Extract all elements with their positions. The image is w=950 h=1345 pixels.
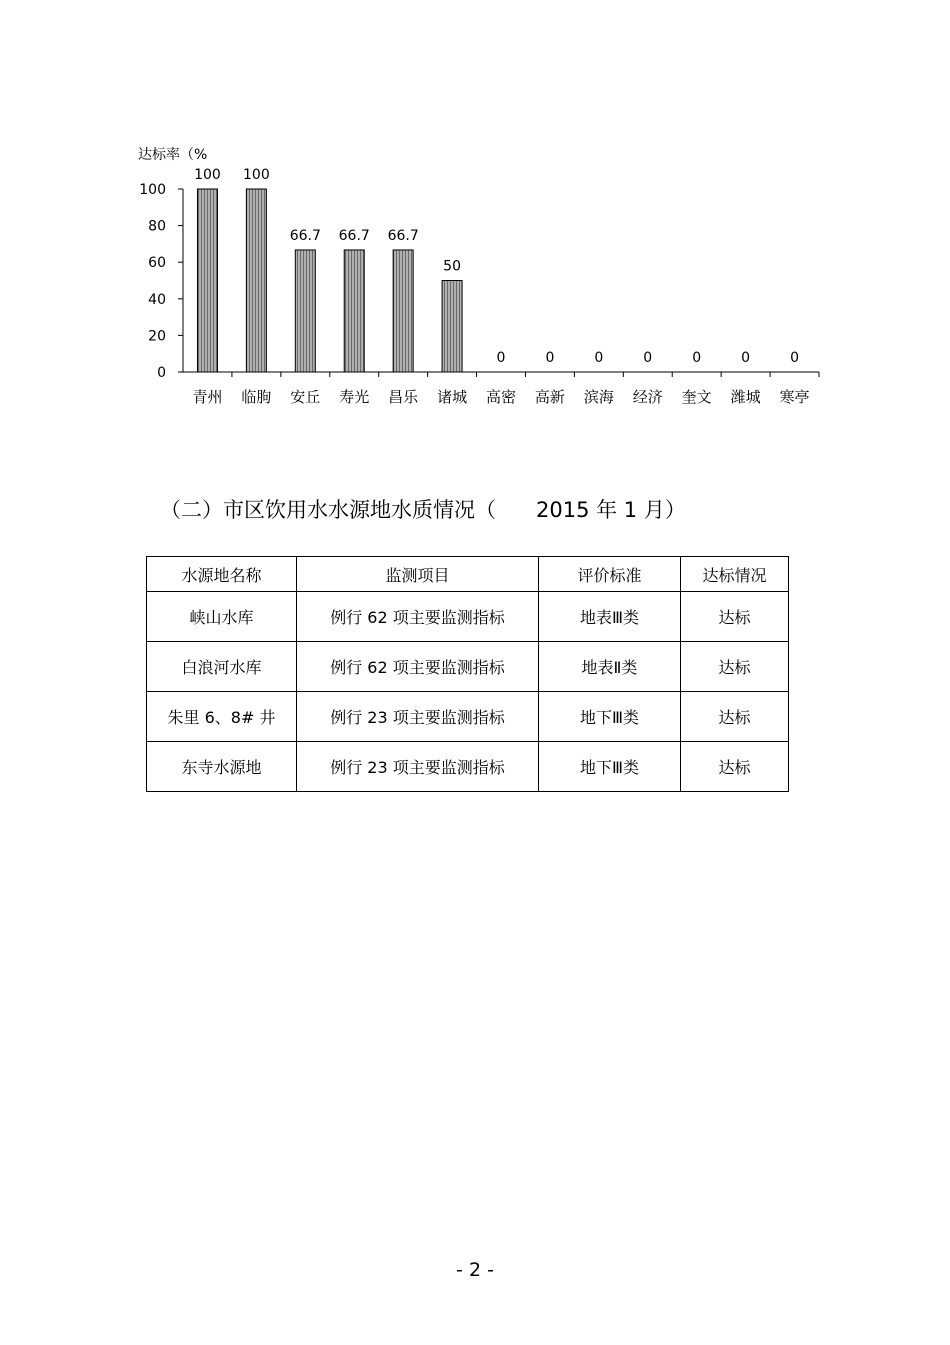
- table-row: [147, 692, 789, 742]
- table-cell: 地表Ⅱ类: [539, 642, 681, 692]
- data-label: 0: [790, 350, 799, 366]
- table-cell: 例行 62 项主要监测指标: [297, 642, 539, 692]
- table-cell: 达标: [681, 642, 789, 692]
- table-cell: 例行 23 项主要监测指标: [297, 692, 539, 742]
- y-tick-label: 20: [148, 328, 166, 345]
- data-label: 0: [692, 350, 702, 366]
- table-cell: 东寺水源地: [147, 742, 297, 792]
- table-cell: 地下Ⅲ类: [539, 692, 681, 742]
- category-label: 昌乐: [388, 388, 419, 406]
- category-label: 青州: [192, 388, 223, 406]
- table-row: [147, 592, 789, 642]
- data-label: 0: [741, 350, 751, 366]
- category-label: 寒亭: [779, 388, 810, 406]
- table-header-row: [147, 557, 789, 592]
- header-cell: 水源地名称: [147, 557, 297, 592]
- section-title: [160, 494, 686, 524]
- data-labels: [194, 167, 799, 366]
- y-axis-label: 达标率（%: [138, 147, 208, 163]
- table-cell: 地下Ⅲ类: [539, 742, 681, 792]
- table-cell: 峡山水库: [147, 592, 297, 642]
- table-row: [147, 642, 789, 692]
- data-label: 0: [545, 350, 555, 366]
- table-row: [147, 742, 789, 792]
- table-cell: 达标: [681, 742, 789, 792]
- section-title-suffix: 2015 年 1 月）: [536, 498, 686, 522]
- table-cell: 地表Ⅲ类: [539, 592, 681, 642]
- section-title-prefix: （二）市区饮用水水源地水质情况（: [160, 498, 496, 522]
- bar: [295, 250, 315, 372]
- category-labels: [192, 388, 809, 406]
- data-label: 50: [443, 258, 461, 275]
- category-label: 临朐: [241, 388, 272, 406]
- y-axis: [139, 182, 183, 381]
- header-cell: 评价标准: [539, 557, 681, 592]
- compliance-rate-bar-chart: [0, 0, 950, 430]
- table-cell: 朱里 6、8# 井: [147, 692, 297, 742]
- y-tick-label: 40: [148, 291, 166, 308]
- category-label: 诸城: [437, 388, 468, 406]
- data-label: 66.7: [289, 227, 321, 244]
- data-label: 0: [496, 350, 506, 366]
- data-label: 66.7: [338, 227, 370, 244]
- bar: [442, 281, 462, 373]
- category-label: 高密: [485, 388, 517, 406]
- table-cell: 白浪河水库: [147, 642, 297, 692]
- water-quality-table: [146, 556, 789, 792]
- y-tick-label: 80: [148, 218, 166, 235]
- category-label: 经济: [632, 388, 663, 406]
- y-tick-label: 0: [157, 365, 166, 381]
- header-cell: 达标情况: [681, 557, 789, 592]
- category-label: 安丘: [290, 388, 321, 406]
- data-label: 66.7: [387, 227, 419, 244]
- table-cell: 达标: [681, 692, 789, 742]
- category-label: 潍城: [730, 388, 761, 406]
- bars: [197, 189, 462, 372]
- bar: [246, 189, 266, 372]
- y-tick-label: 60: [148, 255, 166, 272]
- header-cell: 监测项目: [297, 557, 539, 592]
- category-label: 奎文: [681, 388, 712, 406]
- y-tick-label: 100: [139, 182, 166, 198]
- category-label: 高新: [534, 388, 565, 406]
- data-label: 0: [643, 350, 653, 366]
- data-label: 100: [243, 167, 270, 183]
- page-number: - 2 -: [456, 1259, 494, 1281]
- bar: [344, 250, 364, 372]
- x-axis: [183, 372, 819, 377]
- data-label: 100: [194, 167, 221, 183]
- table-cell: 例行 23 项主要监测指标: [297, 742, 539, 792]
- table-cell: 例行 62 项主要监测指标: [297, 592, 539, 642]
- bar: [197, 189, 217, 372]
- data-label: 0: [594, 350, 604, 366]
- category-label: 寿光: [339, 388, 370, 406]
- category-label: 滨海: [583, 388, 614, 406]
- table-cell: 达标: [681, 592, 789, 642]
- bar: [393, 250, 413, 372]
